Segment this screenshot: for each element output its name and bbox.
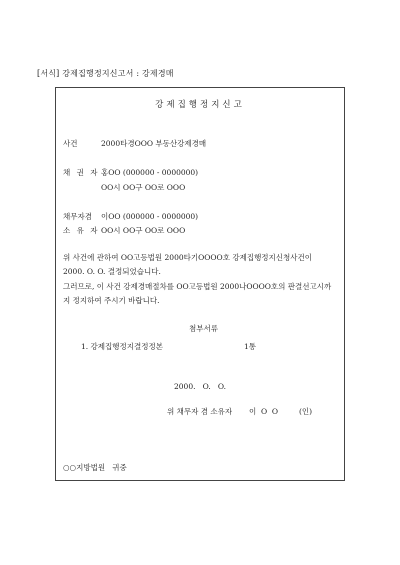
seal-mark: (인) (299, 407, 313, 416)
attachments-title: 첨부서류 (189, 324, 218, 333)
case-label: 사건 (63, 139, 78, 148)
attachment-item: 1. 강제집행정지결정정본 (81, 342, 163, 351)
attachment-count: 1통 (244, 342, 257, 351)
debtor-label: 채무자겸 (63, 212, 92, 221)
owner-address: OO시 OO구 OO로 OOO (101, 226, 186, 235)
debtor-name: 이OO (000000 - 0000000) (101, 212, 199, 221)
case-value: 2000타경OOO 부동산강제경매 (101, 139, 207, 148)
body-line-3: 그러므로, 이 사건 강제경매절차를 OO고등법원 2000나OOOO호의 판결선고시까 (63, 282, 332, 291)
document-frame (55, 87, 345, 481)
signer-label: 위 채무자 겸 소유자 (167, 407, 233, 416)
creditor-name: 홍OO (000000 - 0000000) (101, 168, 199, 177)
document-date: 2000. O. O. (174, 382, 226, 391)
form-caption: [서식] 강제집행정지신고서 : 강제경매 (37, 69, 174, 78)
signer-name: 이 O O (249, 407, 279, 416)
creditor-label: 채 권 자 (63, 168, 100, 177)
court-recipient: ○○지방법원 귀중 (63, 463, 127, 472)
body-line-4: 지 정지하여 주시기 바랍니다. (63, 296, 160, 305)
creditor-address: OO시 OO구 OO로 OOO (101, 183, 186, 192)
body-line-1: 위 사건에 관하여 OO고등법원 2000타기OOOO호 강제집행정지신청사건이 (63, 253, 313, 262)
document-title: 강제집행정지신고 (155, 100, 245, 110)
body-line-2: 2000. O. O. 결정되었습니다. (63, 267, 161, 276)
owner-label: 소 유 자 (63, 226, 100, 235)
